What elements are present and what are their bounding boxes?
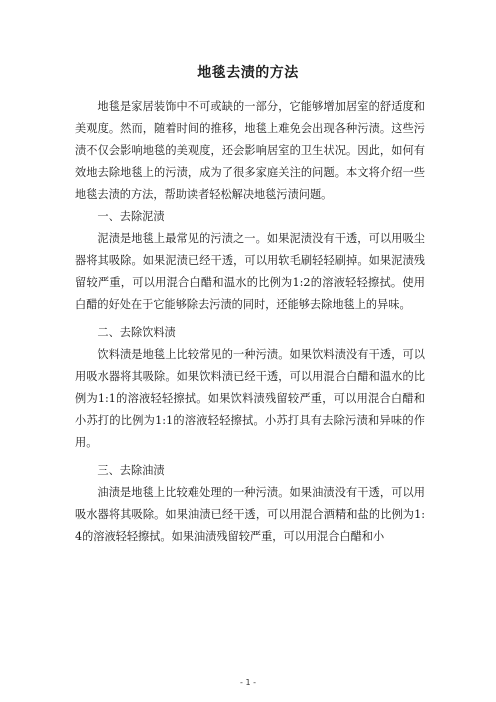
section-heading-mud: 一、去除泥渍 [97,210,165,223]
intro-paragraph: 地毯是家居装饰中不可或缺的一部分，它能够增加居室的舒适度和美观度。然而，随着时间的推移，地毯上难免会出现各种污渍。这些污渍不仅会影响地毯的美观度，还会影响居室的卫生状况。因此，如何有效地去除地毯上的污渍，成为了很多家庭关注的问题。本文将介绍一些地毯去渍的方法，帮助读者轻松解决地毯污渍问题。 [75,100,425,201]
section-heading-oil: 三、去除油渍 [97,464,165,477]
section-heading-drink: 二、去除饮料渍 [97,326,176,339]
document-body [75,96,425,548]
page-number: - 1 - [240,678,256,687]
document-title: 地毯去渍的方法 [197,65,299,81]
section-body-oil: 油渍是地毯上比较难处理的一种污渍。如果油渍没有干透，可以用吸水器将其吸除。如果油渍已经干透，可以用混合酒精和盐的比例为1:4的溶液轻轻擦拭。如果油渍残留较严重，可以用混合白醋和小 [75,486,425,543]
section-body-mud: 泥渍是地毯上最常见的污渍之一。如果泥渍没有干透，可以用吸尘器将其吸除。如果泥渍已经干透，可以用软毛刷轻轻刷掉。如果泥渍残留较严重，可以用混合白醋和温水的比例为1:2的溶液轻轻擦拭。使用白醋的好处在于它能够除去污渍的同时，还能够去除地毯上的异味。 [75,232,425,311]
section-body-drink: 饮料渍是地毯上比较常见的一种污渍。如果饮料渍没有干透，可以用吸水器将其吸除。如果饮料渍已经干透，可以用混合白醋和温水的比例为1:1的溶液轻轻擦拭。如果饮料渍残留较严重，可以用混合白醋和小苏打的比例为1:1的溶液轻轻擦拭。小苏打具有去除污渍和异味的作用。 [75,348,425,449]
